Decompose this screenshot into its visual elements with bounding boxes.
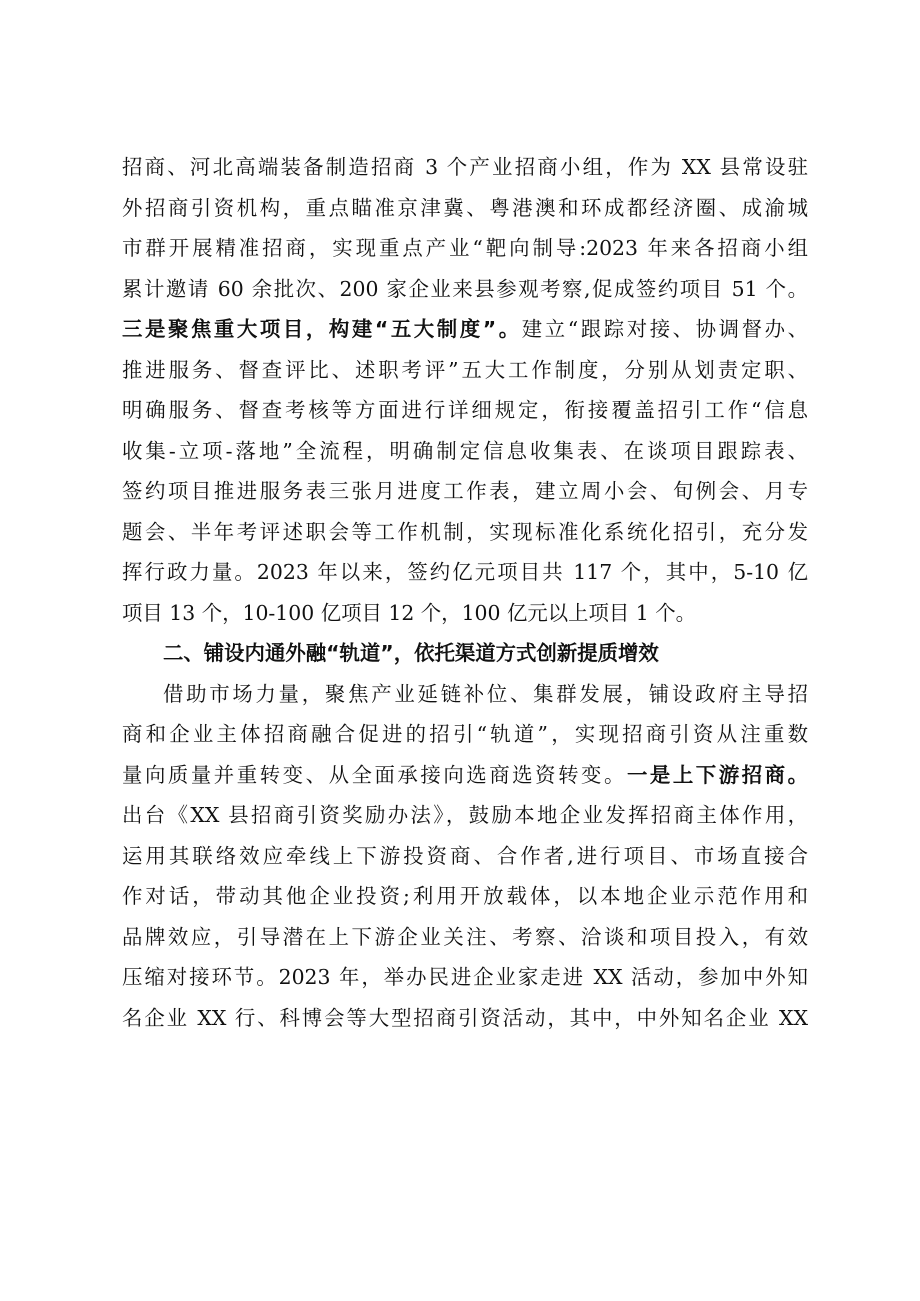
text-line: 运用其联络效应牵线上下游投资商、合作者,进行项目、市场直接合 (122, 843, 808, 868)
text-line: 招商、河北高端装备制造招商 3 个产业招商小组，作为 XX 县常设驻 (122, 155, 808, 179)
text-line (122, 755, 808, 796)
text-line: 作对话，带动其他企业投资;利用开放载体，以本地企业示范作用和 (122, 884, 808, 908)
section-heading: 二、铺设内通外融“轨道”，依托渠道方式创新提质增效 (163, 641, 659, 665)
text-line: 题会、半年考评述职会等工作机制，实现标准化系统化招引，充分发 (122, 519, 808, 544)
text-line: 外招商引资机构，重点瞄准京津冀、粤港澳和环成都经济圈、成渝城 (122, 195, 808, 220)
text-line: 压缩对接环节。2023 年，举办民进企业家走进 XX 活动，参加中外知 (122, 965, 808, 989)
bold-lead-text: 一是上下游招商。 (626, 762, 809, 787)
text-span: 量向质量并重转变、从全面承接向选商选资转变。 (122, 762, 627, 787)
bold-lead-text: 三是聚焦重大项目，构建“五大制度”。 (122, 317, 522, 341)
text-line: 名企业 XX 行、科博会等大型招商引资活动，其中，中外知名企业 XX (122, 1005, 808, 1030)
text-line: 签约项目推进服务表三张月进度工作表，建立周小会、旬例会、月专 (122, 479, 808, 503)
text-line: 累计邀请 60 余批次、200 家企业来县参观考察,促成签约项目 51 个。 (122, 276, 808, 301)
text-line: 推进服务、督查评比、述职考评”五大工作制度，分别从划责定职、 (122, 357, 808, 382)
text-line (122, 309, 808, 350)
text-line: 收集-立项-落地”全流程，明确制定信息收集表、在谈项目跟踪表、 (122, 438, 808, 463)
text-line: 出台《XX 县招商引资奖励办法》，鼓励本地企业发挥招商主体作用， (122, 803, 808, 827)
text-line: 项目 13 个，10-100 亿项目 12 个，100 亿元以上项目 1 个。 (122, 600, 697, 625)
text-line: 借助市场力量，聚焦产业延链补位、集群发展，铺设政府主导招 (163, 681, 808, 706)
text-line: 商和企业主体招商融合促进的招引“轨道”，实现招商引资从注重数 (122, 722, 808, 746)
text-line: 品牌效应，引导潜在上下游企业关注、考察、洽谈和项目投入，有效 (122, 924, 808, 949)
text-line: 挥行政力量。2023 年以来，签约亿元项目共 117 个，其中，5-10 亿 (122, 560, 808, 584)
text-line: 明确服务、督查考核等方面进行详细规定，衔接覆盖招引工作“信息 (122, 398, 808, 422)
text-span: 建立“跟踪对接、协调督办、 (521, 317, 808, 341)
document-body (122, 147, 808, 1038)
text-line: 市群开展精准招商，实现重点产业“靶向制导:2023 年来各招商小组 (122, 236, 808, 260)
